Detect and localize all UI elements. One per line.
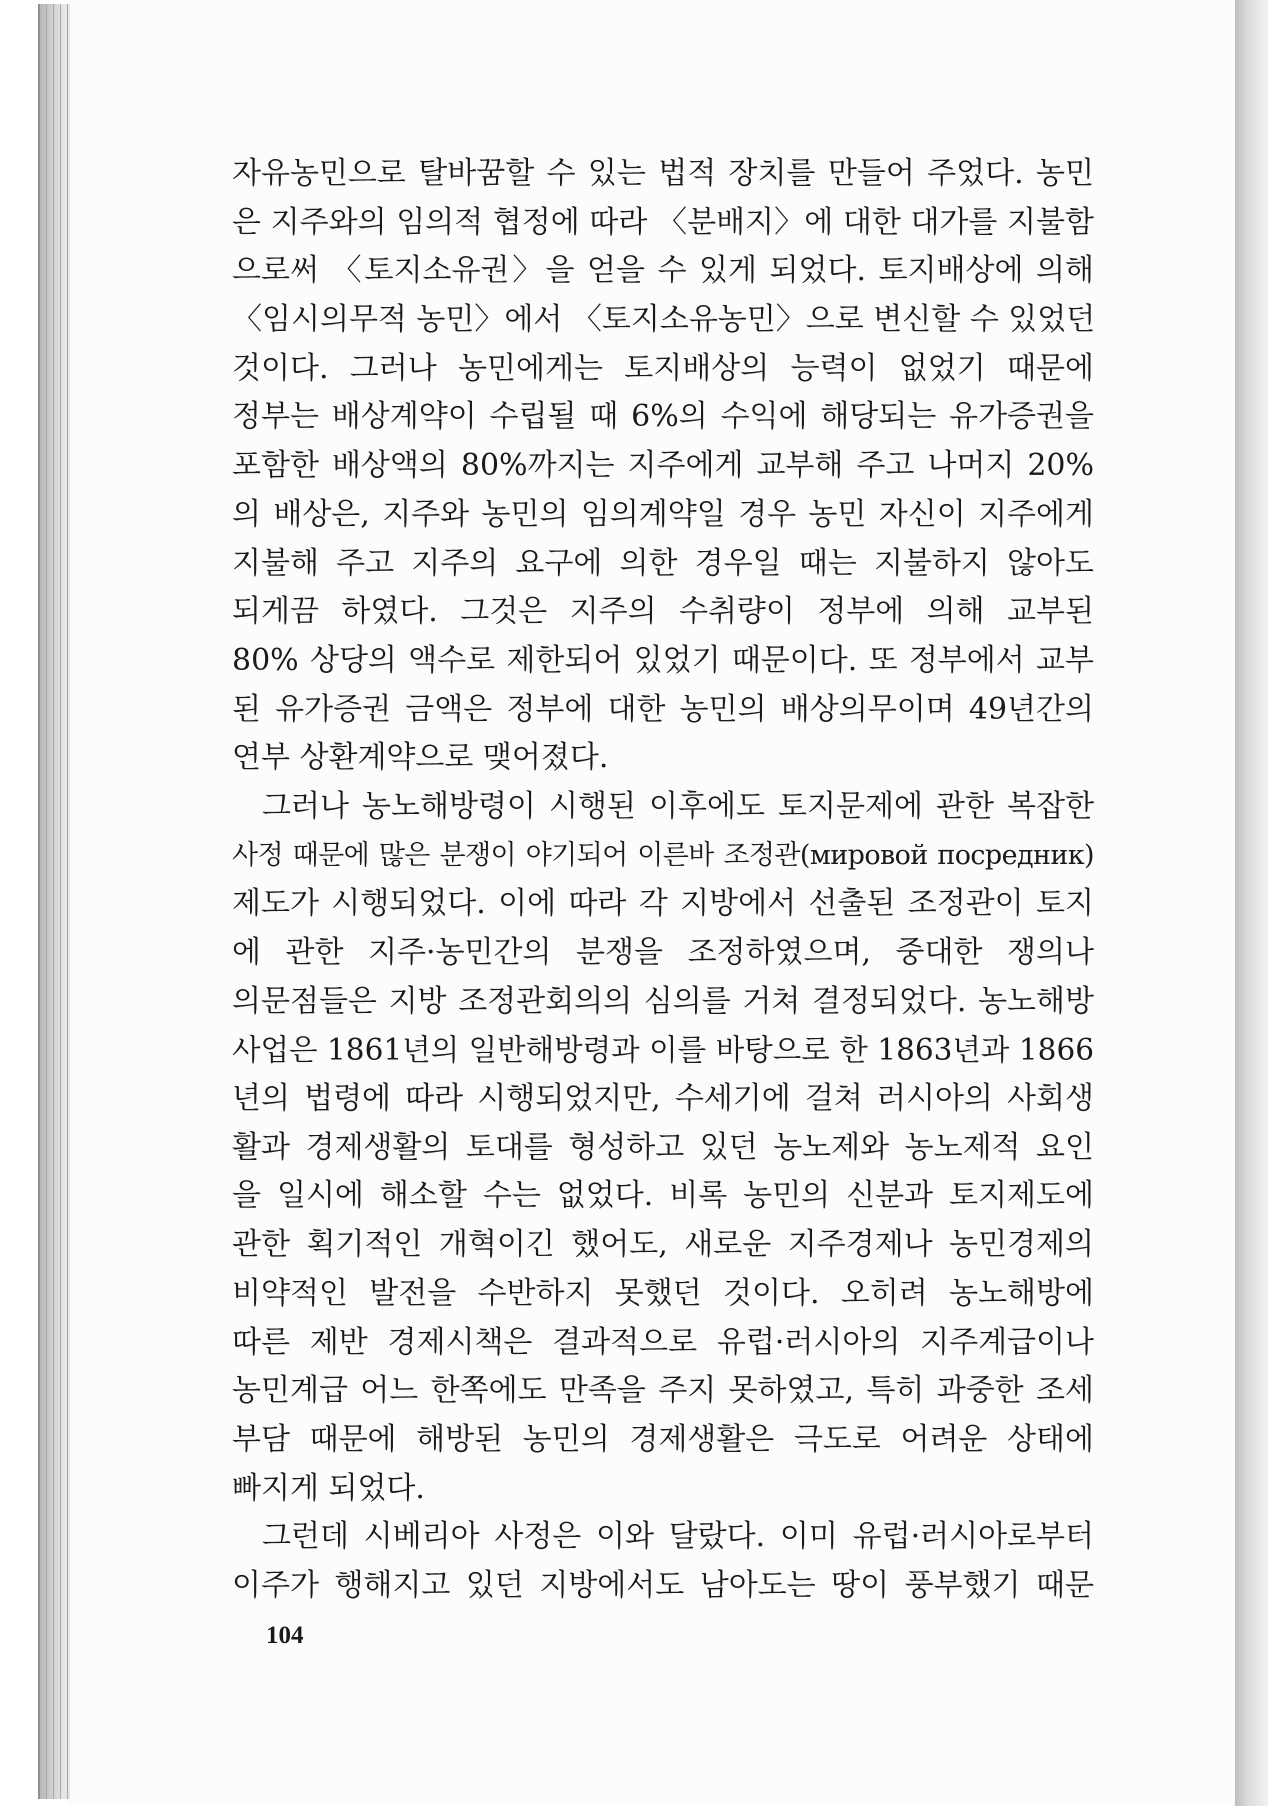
text-line: 그러나 농노해방령이 시행된 이후에도 토지문제에 관한 복잡한 <box>262 788 1094 824</box>
text-line: 정부는 배상계약이 수립될 때 6%의 수익에 해당되는 유가증권을 <box>232 399 1094 435</box>
text-line: 그런데 시베리아 사정은 이와 달랐다. 이미 유럽·러시아로부터 <box>262 1519 1094 1555</box>
text-line: 〈임시의무적 농민〉에서 〈토지소유농민〉으로 변신할 수 있었던 <box>232 302 1096 338</box>
text-line: 된 유가증권 금액은 정부에 대한 농민의 배상의무이며 49년간의 <box>232 691 1094 727</box>
text-line: 비약적인 발전을 수반하지 못했던 것이다. 오히려 농노해방에 <box>232 1275 1094 1311</box>
text-line: 되게끔 하였다. 그것은 지주의 수취량이 정부에 의해 교부된 <box>232 594 1094 630</box>
text-line: 의 배상은, 지주와 농민의 임의계약일 경우 농민 자신이 지주에게 <box>232 496 1094 532</box>
text-line: 따른 제반 경제시책은 결과적으로 유럽·러시아의 지주계급이나 <box>232 1324 1094 1360</box>
text-line: 을 일시에 해소할 수는 없었다. 비록 농민의 신분과 토지제도에 <box>232 1178 1094 1214</box>
page-edge-line <box>60 4 61 1799</box>
text-line: 으로써 〈토지소유권〉을 얻을 수 있게 되었다. 토지배상에 의해 <box>232 253 1094 289</box>
page-number: 104 <box>266 1622 304 1649</box>
page-edge-line <box>46 4 47 1799</box>
text-line: 것이다. 그러나 농민에게는 토지배상의 능력이 없었기 때문에 <box>232 350 1094 386</box>
text-line: 지불해 주고 지주의 요구에 의한 경우일 때는 지불하지 않아도 <box>232 545 1094 581</box>
text-line: 관한 획기적인 개혁이긴 했어도, 새로운 지주경제나 농민경제의 <box>232 1227 1094 1263</box>
text-line: 활과 경제생활의 토대를 형성하고 있던 농노제와 농노제적 요인 <box>232 1129 1094 1165</box>
text-line: 연부 상환계약으로 맺어졌다. <box>232 740 609 776</box>
text-line: 은 지주와의 임의적 협정에 따라 〈분배지〉에 대한 대가를 지불함 <box>232 204 1094 240</box>
text-line: 포함한 배상액의 80%까지는 지주에게 교부해 주고 나머지 20% <box>232 448 1094 484</box>
text-line: 사업은 1861년의 일반해방령과 이를 바탕으로 한 1863년과 1866 <box>232 1033 1094 1068</box>
text-line: 에 관한 지주·농민간의 분쟁을 조정하였으며, 중대한 쟁의나 <box>232 935 1094 970</box>
text-line: 사정 때문에 많은 분쟁이 야기되어 이른바 조정관(мировой посредник) <box>232 839 1094 871</box>
text-line: 이주가 행해지고 있던 지방에서도 남아도는 땅이 풍부했기 때문 <box>232 1567 1094 1603</box>
text-line: 의문점들은 지방 조정관회의의 심의를 거쳐 결정되었다. 농노해방 <box>232 983 1094 1019</box>
page-shadow <box>1235 0 1268 1806</box>
text-line: 부담 때문에 해방된 농민의 경제생활은 극도로 어려운 상태에 <box>232 1421 1094 1457</box>
text-line: 농민계급 어느 한쪽에도 만족을 주지 못하였고, 특히 과중한 조세 <box>232 1373 1094 1409</box>
text-line: 년의 법령에 따라 시행되었지만, 수세기에 걸쳐 러시아의 사회생 <box>232 1081 1094 1117</box>
text-line: 자유농민으로 탈바꿈할 수 있는 법적 장치를 만들어 주었다. 농민 <box>232 156 1094 191</box>
book-page-edges <box>38 4 74 1799</box>
text-line: 빠지게 되었다. <box>232 1470 425 1506</box>
text-line: 80% 상당의 액수로 제한되어 있었기 때문이다. 또 정부에서 교부 <box>232 642 1094 678</box>
text-line: 제도가 시행되었다. 이에 따라 각 지방에서 선출된 조정관이 토지 <box>232 886 1094 922</box>
body-text <box>232 150 1094 1611</box>
page-edge-line <box>53 4 54 1799</box>
page-edge-line <box>67 4 68 1799</box>
